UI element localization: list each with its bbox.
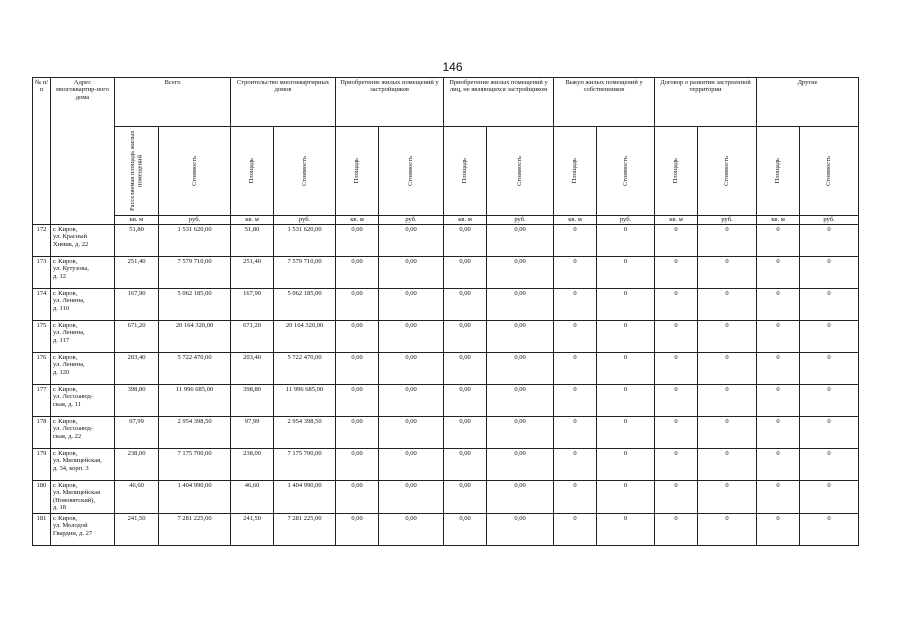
address-line: д. 110: [53, 304, 70, 312]
cell-area: 398,80: [231, 385, 274, 417]
address-line: (Нововятский),: [53, 496, 96, 504]
cell-area: 203,40: [115, 353, 159, 385]
cell-area: 251,40: [115, 257, 159, 289]
cell-area: 0: [554, 321, 597, 353]
cell-area: 0,00: [336, 513, 379, 545]
cell-area: 0: [554, 385, 597, 417]
header-group-total: Всего: [115, 78, 231, 127]
cell-cost: 0: [597, 513, 655, 545]
header-group-purchase-non-developers: Приобретение жилых помещений у лиц, не являющихся застройщиком: [444, 78, 554, 127]
cell-cost: 0,00: [487, 385, 554, 417]
header-col-address: Адрес многоквартир-ного дома: [51, 78, 115, 225]
cell-cost: 20 164 320,00: [274, 321, 336, 353]
address-line: г. Киров,: [53, 514, 78, 522]
cell-area: 0: [757, 353, 800, 385]
cell-cost: 20 164 320,00: [159, 321, 231, 353]
cell-area: 0,00: [444, 481, 487, 514]
cell-area: 203,40: [231, 353, 274, 385]
cell-cost: 0,00: [487, 353, 554, 385]
address-line: г. Киров,: [53, 450, 78, 457]
table-row: [33, 385, 859, 417]
cell-area: 0: [655, 225, 698, 257]
header-group-construction: Строительство многоквартирных домов: [231, 78, 336, 127]
cell-cost: 0: [800, 289, 859, 321]
cell-cost: 0,00: [379, 385, 444, 417]
cell-area: 0: [655, 513, 698, 545]
header-col-number: № п/п: [33, 78, 51, 225]
unit-area: кв. м: [231, 216, 274, 225]
header-group-row: [33, 78, 859, 127]
header-group-other: Другие: [757, 78, 859, 127]
address-line: ул. Милицейская,: [53, 457, 102, 465]
address-line: г. Киров,: [53, 290, 78, 297]
row-number: 178: [33, 417, 51, 449]
address-line: г. Киров,: [53, 354, 78, 361]
cell-area: 0,00: [336, 257, 379, 289]
cell-cost: 0: [698, 417, 757, 449]
cell-area: 671,20: [115, 321, 159, 353]
cell-cost: 0,00: [379, 321, 444, 353]
row-address: [51, 417, 115, 449]
cell-cost: 1 531 620,00: [159, 225, 231, 257]
unit-cost: руб.: [487, 216, 554, 225]
cell-cost: 0: [597, 225, 655, 257]
cell-cost: 5 062 185,00: [159, 289, 231, 321]
cell-area: 0: [554, 353, 597, 385]
unit-area: кв. м: [757, 216, 800, 225]
row-address: [51, 225, 115, 257]
cell-area: 398,80: [115, 385, 159, 417]
cell-cost: 0: [698, 449, 757, 481]
cell-cost: 0,00: [379, 449, 444, 481]
cell-cost: 5 722 470,00: [274, 353, 336, 385]
cell-cost: 0: [597, 321, 655, 353]
cell-cost: 0,00: [487, 449, 554, 481]
cell-area: 0: [655, 481, 698, 514]
cell-cost: 0: [800, 385, 859, 417]
page-number: 146: [442, 60, 463, 74]
table-row: [33, 353, 859, 385]
cell-area: 0: [655, 321, 698, 353]
unit-cost: руб.: [597, 216, 655, 225]
table-row: [33, 321, 859, 353]
address-line: Гвардии, д. 27: [53, 529, 93, 537]
table-row: [33, 417, 859, 449]
cell-area: 0: [757, 225, 800, 257]
cell-cost: 0,00: [379, 257, 444, 289]
address-line: ул. Милицейская: [53, 489, 101, 497]
address-line: Химик, д. 22: [53, 240, 89, 248]
cell-cost: 11 996 685,00: [159, 385, 231, 417]
cell-cost: 2 954 398,50: [274, 417, 336, 449]
cell-area: 0: [554, 481, 597, 514]
address-line: ул. Лесозавод-: [53, 393, 94, 401]
cell-cost: 0: [800, 353, 859, 385]
unit-area: кв. м: [336, 216, 379, 225]
cell-area: 0: [655, 417, 698, 449]
cell-area: 0,00: [336, 289, 379, 321]
cell-cost: 0,00: [379, 481, 444, 514]
cell-cost: 0,00: [379, 417, 444, 449]
cell-cost: 0,00: [379, 513, 444, 545]
cell-area: 671,20: [231, 321, 274, 353]
table-row: [33, 257, 859, 289]
cell-cost: 0: [597, 353, 655, 385]
cell-cost: 0,00: [487, 321, 554, 353]
address-line: г. Киров,: [53, 322, 78, 329]
cell-area: 0,00: [444, 225, 487, 257]
cell-cost: 0: [800, 513, 859, 545]
header-sub-cost: Стоимость: [800, 127, 859, 216]
address-line: ул. Красный: [53, 233, 88, 241]
cell-cost: 0,00: [487, 289, 554, 321]
address-line: ул. Молодой: [53, 522, 88, 530]
cell-area: 0,00: [444, 417, 487, 449]
header-sub-area: Площадь: [655, 127, 698, 216]
row-address: [51, 513, 115, 545]
cell-cost: 0: [597, 257, 655, 289]
header-unit-row: [33, 216, 859, 225]
cell-cost: 7 281 225,00: [274, 513, 336, 545]
row-address: [51, 481, 115, 514]
cell-area: 51,80: [115, 225, 159, 257]
address-line: ул. Ленина,: [53, 329, 85, 337]
table-row: [33, 449, 859, 481]
cell-area: 0: [655, 353, 698, 385]
cell-area: 0,00: [336, 417, 379, 449]
resettlement-table: [32, 77, 859, 546]
cell-area: 46,60: [115, 481, 159, 514]
cell-area: 0: [655, 289, 698, 321]
cell-area: 0,00: [444, 289, 487, 321]
cell-cost: 0: [698, 353, 757, 385]
cell-cost: 1 404 990,00: [274, 481, 336, 514]
unit-cost: руб.: [800, 216, 859, 225]
header-sub-area: Площадь: [444, 127, 487, 216]
address-line: ул. Кутузова,: [53, 265, 89, 273]
row-number: 173: [33, 257, 51, 289]
row-number: 177: [33, 385, 51, 417]
cell-area: 0: [554, 289, 597, 321]
header-sub-cost: Стоимость: [159, 127, 231, 216]
cell-area: 0: [757, 417, 800, 449]
cell-cost: 5 722 470,00: [159, 353, 231, 385]
address-line: г. Киров,: [53, 482, 78, 489]
cell-cost: 0,00: [487, 257, 554, 289]
cell-area: 0,00: [336, 449, 379, 481]
cell-area: 238,00: [115, 449, 159, 481]
cell-cost: 11 996 685,00: [274, 385, 336, 417]
cell-area: 0: [655, 449, 698, 481]
cell-cost: 7 579 710,00: [159, 257, 231, 289]
unit-area: кв. м: [444, 216, 487, 225]
table-row: [33, 513, 859, 545]
cell-cost: 0,00: [487, 417, 554, 449]
header-sub-cost: Стоимость: [487, 127, 554, 216]
cell-area: 0,00: [336, 225, 379, 257]
unit-area: кв. м: [554, 216, 597, 225]
header-group-territory-contract: Договор о развитии застроенной территории: [655, 78, 757, 127]
cell-area: 0,00: [444, 353, 487, 385]
cell-area: 238,00: [231, 449, 274, 481]
cell-area: 0,00: [444, 449, 487, 481]
header-sub-cost: Стоимость: [379, 127, 444, 216]
cell-cost: 1 404 990,00: [159, 481, 231, 514]
cell-cost: 0,00: [487, 481, 554, 514]
cell-area: 0: [757, 513, 800, 545]
cell-area: 0,00: [444, 257, 487, 289]
row-address: [51, 353, 115, 385]
cell-cost: 7 175 700,00: [274, 449, 336, 481]
cell-area: 0: [655, 257, 698, 289]
cell-cost: 0: [800, 321, 859, 353]
cell-cost: 1 531 620,00: [274, 225, 336, 257]
cell-area: 241,50: [231, 513, 274, 545]
row-address: [51, 289, 115, 321]
cell-area: 0,00: [336, 321, 379, 353]
address-line: ская, д. 11: [53, 400, 81, 408]
cell-cost: 0,00: [487, 225, 554, 257]
cell-cost: 0,00: [379, 289, 444, 321]
cell-area: 241,50: [115, 513, 159, 545]
header-sub-area: Площадь: [554, 127, 597, 216]
cell-cost: 0: [800, 449, 859, 481]
cell-cost: 0: [800, 417, 859, 449]
cell-cost: 0,00: [487, 513, 554, 545]
cell-area: 0: [554, 257, 597, 289]
cell-cost: 0,00: [379, 353, 444, 385]
address-line: д. 117: [53, 336, 70, 344]
address-line: д. 34, корп. 3: [53, 464, 89, 472]
header-sub-area: Площадь: [336, 127, 379, 216]
cell-area: 0,00: [336, 481, 379, 514]
address-line: г. Киров,: [53, 386, 78, 393]
unit-area: кв. м: [115, 216, 159, 225]
row-number: 180: [33, 481, 51, 514]
cell-cost: 0: [698, 321, 757, 353]
row-number: 175: [33, 321, 51, 353]
cell-area: 167,90: [231, 289, 274, 321]
cell-area: 97,99: [115, 417, 159, 449]
unit-area: кв. м: [655, 216, 698, 225]
address-line: ул. Ленина,: [53, 361, 85, 369]
address-line: д. 18: [53, 504, 67, 512]
row-number: 172: [33, 225, 51, 257]
table-row: [33, 481, 859, 514]
cell-cost: 0: [800, 257, 859, 289]
cell-area: 0: [757, 289, 800, 321]
cell-cost: 0: [597, 289, 655, 321]
cell-area: 0: [757, 449, 800, 481]
cell-area: 0: [757, 385, 800, 417]
cell-cost: 7 579 710,00: [274, 257, 336, 289]
row-address: [51, 385, 115, 417]
address-line: ул. Лесозавод-: [53, 425, 94, 433]
header-sub-area: Площадь: [231, 127, 274, 216]
address-line: г. Киров,: [53, 418, 78, 425]
cell-cost: 0: [698, 385, 757, 417]
cell-cost: 2 954 398,50: [159, 417, 231, 449]
cell-cost: 0: [698, 289, 757, 321]
cell-area: 51,80: [231, 225, 274, 257]
cell-cost: 0: [698, 481, 757, 514]
header-group-purchase-developers: Приобретение жилых помещений у застройщиков: [336, 78, 444, 127]
cell-area: 0,00: [336, 353, 379, 385]
cell-cost: 0: [597, 385, 655, 417]
row-address: [51, 321, 115, 353]
cell-cost: 0: [698, 257, 757, 289]
cell-area: 0: [554, 225, 597, 257]
cell-area: 0: [655, 385, 698, 417]
cell-cost: 5 062 185,00: [274, 289, 336, 321]
cell-area: 0,00: [444, 513, 487, 545]
header-group-buyout: Выкуп жилых помещений у собственников: [554, 78, 655, 127]
address-line: д. 120: [53, 368, 70, 376]
cell-area: 0: [757, 321, 800, 353]
cell-cost: 7 175 700,00: [159, 449, 231, 481]
cell-cost: 0: [698, 513, 757, 545]
unit-cost: руб.: [159, 216, 231, 225]
header-sub-cost: Стоимость: [698, 127, 757, 216]
cell-area: 0,00: [336, 385, 379, 417]
cell-area: 0: [757, 257, 800, 289]
address-line: ская, д. 22: [53, 432, 82, 440]
cell-area: 0,00: [444, 321, 487, 353]
cell-cost: 0: [698, 225, 757, 257]
cell-area: 97,99: [231, 417, 274, 449]
cell-cost: 0: [597, 449, 655, 481]
header-sub-area: Площадь: [757, 127, 800, 216]
unit-cost: руб.: [379, 216, 444, 225]
row-number: 174: [33, 289, 51, 321]
cell-area: 0,00: [444, 385, 487, 417]
unit-cost: руб.: [698, 216, 757, 225]
row-address: [51, 449, 115, 481]
header-sub-cost: Стоимость: [597, 127, 655, 216]
address-line: г. Киров,: [53, 226, 78, 233]
cell-cost: 0: [597, 481, 655, 514]
cell-area: 167,90: [115, 289, 159, 321]
address-line: ул. Ленина,: [53, 297, 85, 305]
cell-cost: 7 281 225,00: [159, 513, 231, 545]
row-number: 176: [33, 353, 51, 385]
address-line: г. Киров,: [53, 258, 78, 265]
header-sub-cost: Стоимость: [274, 127, 336, 216]
cell-area: 46,60: [231, 481, 274, 514]
cell-cost: 0: [597, 417, 655, 449]
table-row: [33, 289, 859, 321]
cell-cost: 0: [800, 225, 859, 257]
row-number: 179: [33, 449, 51, 481]
cell-area: 0: [554, 513, 597, 545]
cell-area: 251,40: [231, 257, 274, 289]
row-address: [51, 257, 115, 289]
unit-cost: руб.: [274, 216, 336, 225]
header-sub-row: [33, 127, 859, 216]
row-number: 181: [33, 513, 51, 545]
address-line: д. 12: [53, 272, 67, 280]
cell-area: 0: [757, 481, 800, 514]
cell-cost: 0,00: [379, 225, 444, 257]
header-sub-resettled-area: Расселяемая площадь жилых помещений: [115, 127, 159, 216]
cell-area: 0: [554, 417, 597, 449]
table-row: [33, 225, 859, 257]
cell-area: 0: [554, 449, 597, 481]
cell-cost: 0: [800, 481, 859, 514]
